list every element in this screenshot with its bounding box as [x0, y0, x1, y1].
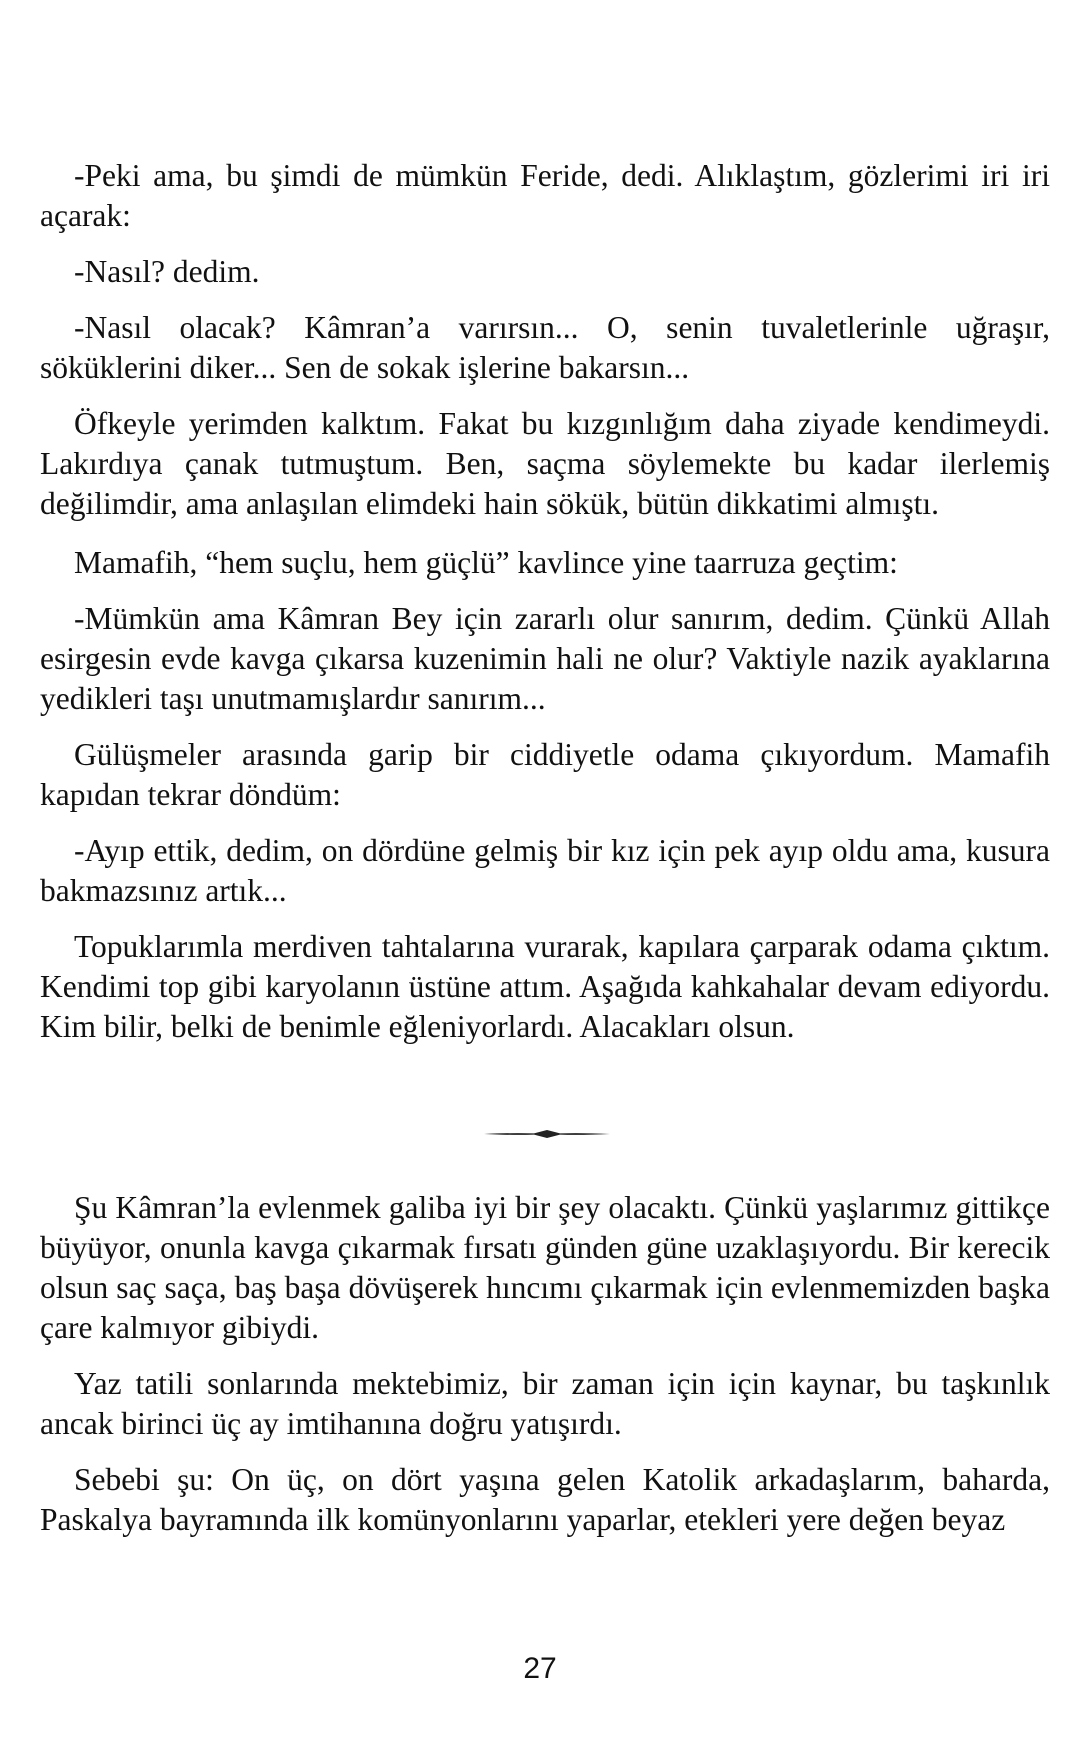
paragraph: -Mümkün ama Kâmran Bey için zararlı olur sanırım, dedim. Çünkü Allah esirgesin evde kavga çıkarsa kuzenimin hali ne olur? Vaktiyle nazik ayaklarına yedikleri taşı unutmamışlardır sanırım... [40, 601, 1050, 716]
section-divider-ornament [484, 1128, 610, 1140]
paragraph: -Peki ama, bu şimdi de mümkün Feride, dedi. Alıklaştım, gözlerimi iri iri açarak: [40, 158, 1050, 233]
page-body-section-2 [40, 1188, 1050, 1540]
paragraph: Şu Kâmran’la evlenmek galiba iyi bir şey olacaktı. Çünkü yaşlarımız gittikçe büyüyor, onunla kavga çıkarmak fırsatı günden güne uzaklaşıyordu. Bir kerecik olsun saç saça, baş başa dövüşerek hıncımı çıkarmak için evlenmemizden başka çare kalmıyor gibiydi. [40, 1190, 1050, 1345]
paragraph: -Nasıl olacak? Kâmran’a varırsın... O, senin tuvaletlerinle uğraşır, söküklerini diker... Sen de sokak işlerine bakarsın... [40, 310, 1050, 385]
paragraph: -Ayıp ettik, dedim, on dördüne gelmiş bir kız için pek ayıp oldu ama, kusura bakmazsınız artık... [40, 833, 1050, 908]
ornament-flourish-icon [484, 1128, 610, 1140]
paragraph: Topuklarımla merdiven tahtalarına vurarak, kapılara çarparak odama çıktım. Kendimi top gibi karyolanın üstüne attım. Aşağıda kahkahalar devam ediyordu. Kim bilir, belki de benimle eğleniyorlardı. Alacakları olsun. [40, 929, 1050, 1044]
paragraph: Sebebi şu: On üç, on dört yaşına gelen Katolik arkadaşlarım, baharda, Paskalya bayramında ilk komünyonlarını yaparlar, etekleri yere değen beyaz [40, 1462, 1050, 1537]
paragraph: Öfkeyle yerimden kalktım. Fakat bu kızgınlığım daha ziyade kendimeydi. Lakırdıya çanak tutmuştum. Ben, saçma söylemekte bu kadar ilerlemiş değilimdir, ama anlaşılan elimdeki hain sökük, bütün dikkatimi almıştı. [40, 406, 1050, 521]
page-body [40, 156, 1050, 1047]
paragraph: Gülüşmeler arasında garip bir ciddiyetle odama çıkıyordum. Mamafih kapıdan tekrar döndüm: [40, 737, 1050, 812]
page-number: 27 [523, 1652, 557, 1685]
paragraph: Yaz tatili sonlarında mektebimiz, bir zaman için için kaynar, bu taşkınlık ancak birinci üç ay imtihanına doğru yatışırdı. [40, 1366, 1050, 1441]
paragraph: -Nasıl? dedim. [74, 254, 260, 289]
paragraph: Mamafih, “hem suçlu, hem güçlü” kavlince yine taarruza geçtim: [74, 545, 898, 580]
